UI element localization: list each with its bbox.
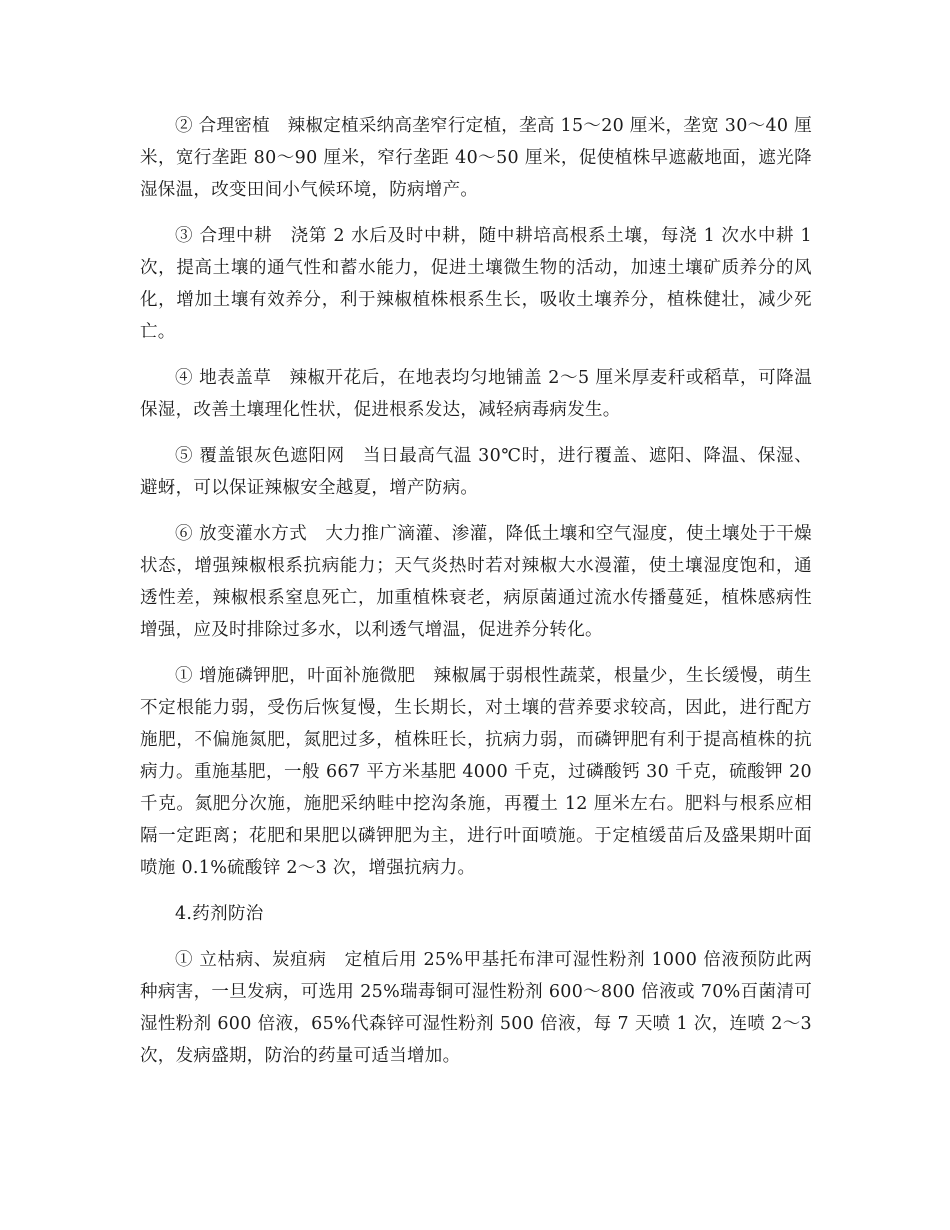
paragraph-damping-off: ① 立枯病、炭疽病 定植后用 25%甲基托布津可湿性粉剂 1000 倍液预防此两种病害，一旦发病，可选用 25%瑞毒铜可湿性粉剂 600～800 倍液或 70%百菌清可湿性粉剂 600 倍液，65%代森锌可湿性粉剂 500 倍液，每 7 天喷 1 次，连喷 2～3 次，发病盛期，防治的药量可适当增加。 — [140, 950, 812, 1066]
paragraph-shade-net: ⑤ 覆盖银灰色遮阳网 当日最高气温 30℃时，进行覆盖、遮阳、降温、保湿、避蚜，可以保证辣椒安全越夏，增产防病。 — [140, 446, 812, 498]
paragraph-fertilizer: ① 增施磷钾肥，叶面补施微肥 辣椒属于弱根性蔬菜，根量少，生长缓慢，萌生不定根能力弱，受伤后恢复慢，生长期长，对土壤的营养要求较高，因此，进行配方施肥，不偏施氮肥，氮肥过多，植株旺长，抗病力弱，而磷钾肥有利于提高植株的抗病力。重施基肥，一般 667 平方米基肥 4000 千克，过磷酸钙 30 千克，硫酸钾 20 千克。氮肥分次施，施肥采纳畦中挖沟条施，再覆土 12 厘米左右。肥料与根系应相隔一定距离；花肥和果肥以磷钾肥为主，进行叶面喷施。于定植缓苗后及盛果期叶面喷施 0.1%硫酸锌 2～3 次，增强抗病力。 — [140, 666, 812, 878]
document-page — [140, 110, 812, 1086]
paragraph-cultivation: ③ 合理中耕 浇第 2 水后及时中耕，随中耕培高根系土壤，每浇 1 次水中耕 1 次，提高土壤的通气性和蓄水能力，促进土壤微生物的活动，加速土壤矿质养分的风化，增加土壤有效养分，利于辣椒植株根系生长，吸收土壤养分，植株健壮，减少死亡。 — [140, 226, 812, 342]
paragraph-dense-planting: ② 合理密植 辣椒定植采纳高垄窄行定植，垄高 15～20 厘米，垄宽 30～40 厘米，宽行垄距 80～90 厘米，窄行垄距 40～50 厘米，促使植株早遮蔽地面，遮光降湿保温，改变田间小气候环境，防病增产。 — [140, 116, 812, 200]
paragraph-irrigation: ⑥ 放变灌水方式 大力推广滴灌、渗灌，降低土壤和空气湿度，使土壤处于干燥状态，增强辣椒根系抗病能力；天气炎热时若对辣椒大水漫灌，使土壤湿度饱和，通透性差，辣椒根系窒息死亡，加重植株衰老，病原菌通过流水传播蔓延，植株感病性增强，应及时排除过多水，以利透气增温，促进养分转化。 — [140, 524, 812, 640]
section-heading-pesticide: 4.药剂防治 — [175, 904, 264, 924]
paragraph-straw-mulch: ④ 地表盖草 辣椒开花后，在地表均匀地铺盖 2～5 厘米厚麦秆或稻草，可降温保湿，改善土壤理化性状，促进根系发达，减轻病毒病发生。 — [140, 368, 812, 420]
